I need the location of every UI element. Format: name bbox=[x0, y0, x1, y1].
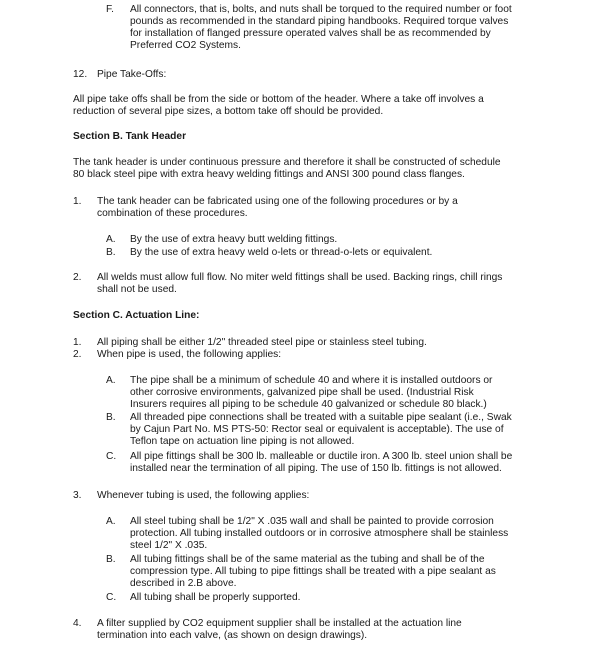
list-line: A filter supplied by CO2 equipment supplier shall be installed at the actuation line bbox=[97, 618, 462, 629]
sub-letter: B. bbox=[106, 412, 116, 423]
sub-text bbox=[130, 451, 512, 475]
list-number: 1. bbox=[73, 196, 82, 207]
section-b-intro-line: The tank header is under continuous pressure and therefore it shall be constructed of schedule bbox=[73, 157, 501, 168]
takeoff-paragraph bbox=[73, 94, 484, 118]
list-text bbox=[97, 618, 462, 642]
sub-line: Insurers requires all piping to be schedule 40 galvanized or schedule 80 black.) bbox=[130, 399, 487, 411]
takeoff-line: All pipe take offs shall be from the side or bottom of the header. Where a take off involves a bbox=[73, 94, 484, 105]
sub-line: All steel tubing shall be 1/2" X .035 wall and shall be painted to provide corrosion bbox=[130, 516, 494, 527]
list-text: When pipe is used, the following applies: bbox=[97, 349, 282, 360]
sub-line: installed near the termination of all piping. The use of 150 lb. fittings is not allowed. bbox=[130, 463, 502, 475]
list-text: Whenever tubing is used, the following applies: bbox=[97, 490, 310, 501]
sub-line: described in 2.B above. bbox=[130, 578, 237, 590]
sub-letter: B. bbox=[106, 247, 116, 258]
sub-text bbox=[130, 412, 512, 448]
list-text bbox=[97, 196, 458, 220]
sub-letter: C. bbox=[106, 451, 117, 462]
sub-line: All pipe fittings shall be 300 lb. malleable or ductile iron. A 300 lb. steel union shall be bbox=[130, 451, 513, 462]
list-text: All piping shall be either 1/2" threaded steel pipe or stainless steel tubing. bbox=[97, 337, 427, 348]
sub-text: By the use of extra heavy butt welding fittings. bbox=[130, 234, 338, 245]
list-line: combination of these procedures. bbox=[97, 208, 248, 220]
sub-line: The pipe shall be a minimum of schedule 40 and where it is installed outdoors or bbox=[130, 375, 493, 386]
list-number: 3. bbox=[73, 490, 82, 501]
section-b-intro-line: 80 black steel pipe with extra heavy welding fittings and ANSI 300 pound class flanges. bbox=[73, 169, 465, 181]
section-b-intro bbox=[73, 157, 501, 181]
sub-letter: A. bbox=[106, 516, 116, 527]
sub-text bbox=[130, 516, 508, 552]
sub-text bbox=[130, 375, 492, 411]
list-line: The tank header can be fabricated using one of the following procedures or by a bbox=[97, 196, 458, 207]
sub-line: All threaded pipe connections shall be treated with a suitable pipe sealant (i.e., Swak bbox=[130, 412, 512, 423]
section-b-heading: Section B. Tank Header bbox=[73, 131, 187, 142]
item-12-title: Pipe Take-Offs: bbox=[97, 69, 167, 80]
sub-line: protection. All tubing installed outdoors or in corrosive atmosphere shall be stainless bbox=[130, 528, 509, 540]
section-c-heading: Section C. Actuation Line: bbox=[73, 310, 200, 321]
item-f-text bbox=[130, 4, 512, 52]
list-number: 1. bbox=[73, 337, 82, 348]
item-f-line: Preferred CO2 Systems. bbox=[130, 40, 241, 52]
list-line: termination into each valve, (as shown on design drawings). bbox=[97, 630, 368, 642]
takeoff-line: reduction of several pipe sizes, a bottom take off should be provided. bbox=[73, 106, 384, 118]
sub-line: by Cajun Part No. MS PTS-50: Rector seal or equivalent is acceptable). The use of bbox=[130, 424, 504, 436]
sub-line: All tubing fittings shall be of the same material as the tubing and shall be of the bbox=[130, 554, 485, 565]
sub-line: compression type. All tubing to pipe fittings shall be treated with a pipe sealant as bbox=[130, 566, 496, 578]
item-f-letter: F. bbox=[106, 4, 114, 15]
sub-letter: C. bbox=[106, 592, 117, 603]
list-number: 2. bbox=[73, 349, 82, 360]
list-line: shall not be used. bbox=[97, 284, 177, 296]
sub-line: other corrosive environments, galvanized pipe shall be used. (Industrial Risk bbox=[130, 387, 474, 399]
item-12-number: 12. bbox=[73, 69, 88, 80]
item-f-line: for installation of flanged pressure operated valves shall be as recommended by bbox=[130, 28, 491, 40]
sub-line: All tubing shall be properly supported. bbox=[130, 592, 301, 603]
list-line: All welds must allow full flow. No miter weld fittings shall be used. Backing rings, chill rings bbox=[97, 272, 503, 283]
sub-letter: A. bbox=[106, 375, 116, 386]
list-number: 4. bbox=[73, 618, 82, 629]
sub-line: Teflon tape on actuation line piping is not allowed. bbox=[130, 436, 355, 448]
sub-letter: B. bbox=[106, 554, 116, 565]
sub-letter: A. bbox=[106, 234, 116, 245]
sub-text bbox=[130, 592, 300, 604]
list-text bbox=[97, 272, 502, 296]
item-f-line: All connectors, that is, bolts, and nuts shall be torqued to the required number or foot bbox=[130, 4, 512, 15]
sub-text bbox=[130, 554, 496, 590]
list-number: 2. bbox=[73, 272, 82, 283]
sub-text: By the use of extra heavy weld o-lets or thread-o-lets or equivalent. bbox=[130, 247, 433, 258]
item-f-line: pounds as recommended in the standard piping handbooks. Required torque valves bbox=[130, 16, 509, 28]
sub-line: steel 1/2" X .035. bbox=[130, 540, 208, 552]
